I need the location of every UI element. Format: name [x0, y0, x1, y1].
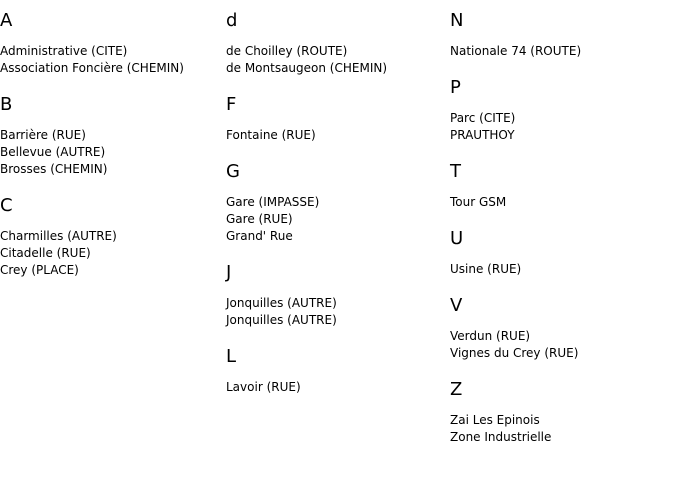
letter-heading: N	[450, 10, 464, 31]
street-link[interactable]: Fontaine (RUE)	[226, 128, 316, 142]
street-link[interactable]: Gare (IMPASSE)	[226, 195, 320, 209]
letter-group-d	[226, 9, 446, 77]
letter-heading: T	[450, 161, 461, 182]
street-link[interactable]: Zai Les Epinois	[450, 413, 540, 427]
street-link[interactable]: Administrative (CITE)	[0, 44, 128, 58]
street-link[interactable]: Bellevue (AUTRE)	[0, 145, 106, 159]
street-link[interactable]: Verdun (RUE)	[450, 329, 531, 343]
street-link[interactable]: Parc (CITE)	[450, 111, 516, 125]
letter-heading: V	[450, 295, 463, 316]
letter-group-t	[450, 160, 670, 211]
street-link[interactable]: Citadelle (RUE)	[0, 246, 91, 260]
letter-group-g	[226, 160, 446, 245]
street-link[interactable]: Lavoir (RUE)	[226, 380, 301, 394]
letter-group-b	[0, 93, 220, 178]
index-column-2	[226, 9, 446, 412]
street-link[interactable]: Gare (RUE)	[226, 212, 293, 226]
letter-heading: G	[226, 161, 240, 182]
letter-group-v	[450, 294, 670, 362]
street-link[interactable]: Charmilles (AUTRE)	[0, 229, 117, 243]
street-link[interactable]: PRAUTHOY	[450, 128, 515, 142]
street-link[interactable]: Nationale 74 (ROUTE)	[450, 44, 582, 58]
letter-group-z	[450, 378, 670, 446]
street-link[interactable]: Grand' Rue	[226, 229, 293, 243]
letter-heading: P	[450, 77, 461, 98]
index-column-3	[450, 9, 670, 462]
street-link[interactable]: Barrière (RUE)	[0, 128, 86, 142]
letter-heading: d	[226, 10, 238, 31]
letter-heading: U	[450, 228, 464, 249]
street-link[interactable]: Association Foncière (CHEMIN)	[0, 61, 184, 75]
street-link[interactable]: Zone Industrielle	[450, 430, 552, 444]
letter-heading: J	[226, 262, 232, 283]
letter-group-n	[450, 9, 670, 60]
street-link[interactable]: Jonquilles (AUTRE)	[226, 296, 337, 310]
letter-group-a	[0, 9, 220, 77]
letter-group-f	[226, 93, 446, 144]
street-link[interactable]: de Montsaugeon (CHEMIN)	[226, 61, 388, 75]
street-link[interactable]: Crey (PLACE)	[0, 263, 79, 277]
letter-group-l	[226, 345, 446, 396]
street-link[interactable]: Tour GSM	[450, 195, 507, 209]
letter-heading: Z	[450, 379, 463, 400]
letter-group-p	[450, 76, 670, 144]
letter-heading: C	[0, 195, 13, 216]
letter-group-c	[0, 194, 220, 279]
letter-heading: B	[0, 94, 13, 115]
letter-group-u	[450, 227, 670, 278]
letter-group-j	[226, 261, 446, 329]
index-column-1	[0, 9, 220, 295]
letter-heading: F	[226, 94, 237, 115]
street-link[interactable]: Jonquilles (AUTRE)	[226, 313, 337, 327]
street-link[interactable]: Brosses (CHEMIN)	[0, 162, 108, 176]
street-link[interactable]: de Choilley (ROUTE)	[226, 44, 348, 58]
street-link[interactable]: Usine (RUE)	[450, 262, 522, 276]
street-link[interactable]: Vignes du Crey (RUE)	[450, 346, 579, 360]
letter-heading: L	[226, 346, 237, 367]
letter-heading: A	[0, 10, 13, 31]
